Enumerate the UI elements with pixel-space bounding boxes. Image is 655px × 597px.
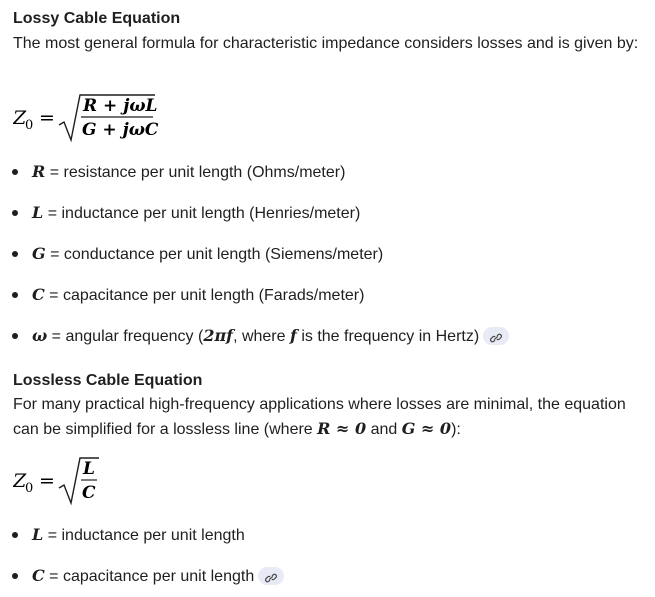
bullet bbox=[12, 169, 18, 175]
eq-denominator: G + jωC bbox=[82, 120, 159, 140]
lossy-intro: The most general formula for characteristic impedance considers losses and is given by: bbox=[13, 35, 639, 52]
eq-numerator: L bbox=[83, 459, 95, 479]
eq-lhs-sub: 0 bbox=[25, 118, 34, 133]
lossless-heading: Lossless Cable Equation bbox=[13, 372, 203, 389]
list-item: L = inductance per unit length bbox=[10, 523, 245, 547]
eq-equals: = bbox=[39, 470, 55, 492]
bullet bbox=[12, 532, 18, 538]
eq-lhs: Z bbox=[13, 107, 27, 129]
eq-numerator: R + jωL bbox=[83, 96, 158, 116]
source-link-button[interactable] bbox=[483, 327, 509, 345]
bullet bbox=[12, 251, 18, 257]
list-item-omega: ω = angular frequency (2πf, where f is the frequency in Hertz) bbox=[10, 324, 509, 348]
eq-denominator: C bbox=[82, 483, 96, 503]
lossy-equation bbox=[13, 92, 183, 153]
source-link-button[interactable] bbox=[258, 567, 284, 585]
list-item: G = conductance per unit length (Siemens/meter) bbox=[10, 242, 383, 266]
eq-equals: = bbox=[39, 107, 55, 129]
bullet bbox=[12, 333, 18, 339]
list-item: C = capacitance per unit length (Farads/meter) bbox=[10, 283, 364, 307]
lossless-intro: For many practical high-frequency applications where losses are minimal, the equation can be simplified for a lossless line (where R ≈ 0 and G ≈ 0): bbox=[13, 396, 626, 438]
link-icon bbox=[490, 333, 502, 343]
list-item: C = capacitance per unit length bbox=[10, 564, 284, 588]
bullet bbox=[12, 292, 18, 298]
bullet bbox=[12, 210, 18, 216]
list-item: L = inductance per unit length (Henries/meter) bbox=[10, 201, 360, 225]
eq-lhs: Z bbox=[13, 470, 27, 492]
lossy-heading: Lossy Cable Equation bbox=[13, 10, 181, 27]
link-icon bbox=[265, 573, 277, 583]
lossless-equation bbox=[13, 455, 123, 516]
list-item: R = resistance per unit length (Ohms/meter) bbox=[10, 160, 345, 184]
bullet bbox=[12, 573, 18, 579]
eq-lhs-sub: 0 bbox=[25, 481, 34, 496]
